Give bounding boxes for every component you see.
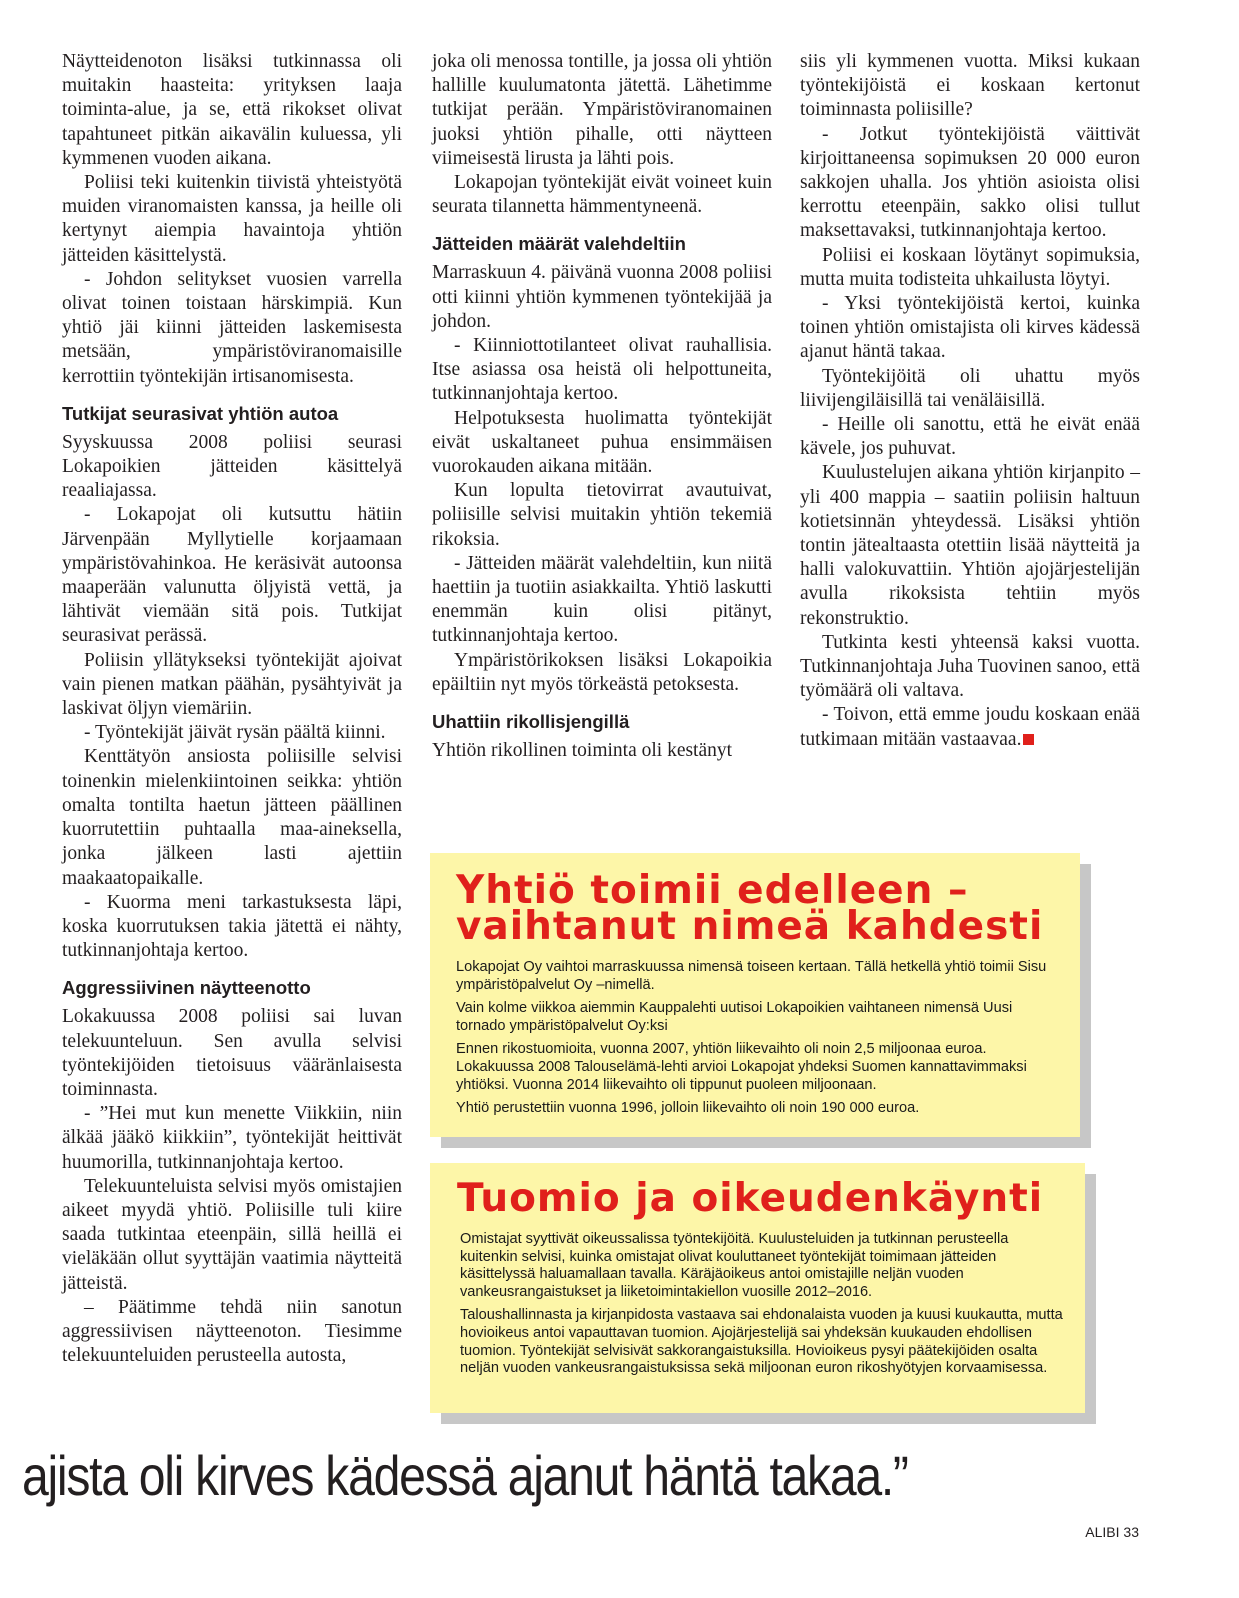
paragraph: Kuulustelujen aikana yhtiön kirjanpito – yli 400 mappia – saatiin poliisin haltuun kotietsinnän yhteydessä. Lisäksi yhtiön tontin jätealtaasta otettiin lisää näytteitä ja halli valokuvattiin. Yhtiön ajojärjestelijän avulla rikoksista tehtiin myös rekonstruktio. (800, 462, 1140, 629)
subheading: Tutkijat seurasivat yhtiön autoa (62, 402, 339, 424)
factbox-body (430, 945, 1080, 1118)
paragraph: Kun lopulta tietovirrat avautuivat, poliisille selvisi muitakin yhtiön tekemiä rikoksia. (432, 480, 772, 550)
pull-quote: ajista oli kirves kädessä ajanut häntä takaa.” (22, 1444, 908, 1507)
factbox-paragraph: Ennen rikostuomioita, vuonna 2007, yhtiön liikevaihto oli noin 2,5 miljoonaa euroa. Lokakuussa 2008 Talouselämä-lehti arvioi Lokapojat yhdeksi Suomen kannattavimmaksi yhtiöksi. Vuonna 2014 liikevaihto oli tippunut puoleen miljoonaan. (456, 1041, 1027, 1093)
factbox-paragraph: Taloushallinnasta ja kirjanpidosta vastaava sai ehdonalaista vuoden ja kuusi kuukautta, mutta hovioikeus antoi vapauttavan tuomion. Ajojärjestelijä sai yhdeksän kuukauden ehdollisen tuomion. Työntekijät selvisivät sakkorangaistuksilla. Hovioikeus pysyi päätekijöiden osalta neljän vuoden vankeusrangaistuksissa sekä miljoonan euron rikoshyötyjen korvaamisessa. (460, 1307, 1063, 1377)
paragraph: Näytteidenoton lisäksi tutkinnassa oli muitakin haasteita: yrityksen laaja toiminta-alue, ja se, että rikokset olivat tapahtuneet pitkän aikavälin kuluessa, yli kymmenen vuoden aikana. (62, 51, 402, 169)
factbox-title-line: Yhtiö toimii edelleen – (456, 868, 969, 913)
factbox-paragraph: Lokapojat Oy vaihtoi marraskuussa nimensä toiseen kertaan. Tällä hetkellä yhtiö toimii Sisu ympäristöpalvelut Oy –nimellä. (456, 959, 1047, 993)
paragraph: - ”Hei mut kun menette Viikkiin, niin älkää jääkö kiikkiin”, työntekijät heittivät huumorilla, tutkinnanjohtaja kertoo. (62, 1103, 402, 1173)
paragraph: - Lokapojat oli kutsuttu hätiin Järvenpään Myllytielle korjaamaan ympäristövahinkoa. He keräsivät autoonsa maaperään valunutta öljyistä vettä, ja lähtivät viemään sitä pois. Tutkijat seurasivat perässä. (62, 504, 402, 647)
paragraph: Tutkinta kesti yhteensä kaksi vuotta. Tutkinnanjohtaja Juha Tuovinen sanoo, että työmäärä oli valtava. (800, 631, 1140, 702)
subheading: Jätteiden määrät valehdeltiin (432, 233, 686, 255)
factbox-title (430, 853, 1080, 949)
paragraph: - Työntekijät jäivät rysän päältä kiinni. (84, 722, 386, 744)
subheading: Uhattiin rikollisjengillä (432, 711, 630, 733)
factbox-paragraph: Vain kolme viikkoa aiemmin Kauppalehti uutisoi Lokapoikien vaihtaneen nimensä Uusi tornado ympäristöpalvelut Oy:ksi (456, 1000, 1013, 1034)
paragraph: Ympäristörikoksen lisäksi Lokapoikia epäiltiin nyt myös törkeästä petoksesta. (432, 649, 772, 695)
article-column-3 (800, 50, 1140, 752)
paragraph: Yhtiön rikollinen toiminta oli kestänyt (432, 740, 733, 762)
paragraph: - Heille oli sanottu, että he eivät enää kävele, jos puhuvat. (800, 414, 1140, 460)
paragraph: Lokakuussa 2008 poliisi sai luvan telekuunteluun. Sen avulla selvisi työntekijöiden tietoisuus vääränlaisesta toiminnasta. (62, 1006, 402, 1100)
paragraph: Poliisi teki kuitenkin tiivistä yhteistyötä muiden viranomaisten kanssa, ja heille oli kertynyt aiempia havaintoja yhtiön jätteiden käsittelystä. (62, 172, 402, 266)
paragraph: Telekuunteluista selvisi myös omistajien aikeet myydä yhtiö. Poliisille tuli kiire saada tutkintaa eteenpäin, sillä heillä ei vieläkään ollut syyttäjän vaatimia näytteitä jätteistä. (62, 1175, 402, 1294)
paragraph-text: - Toivon, että emme joudu koskaan enää tutkimaan mitään vastaavaa. (800, 704, 1140, 750)
paragraph: - Kiinniottotilanteet olivat rauhallisia. Itse asiassa osa heistä oli helpottuneita, tutkinnanjohtaja kertoo. (432, 335, 772, 405)
paragraph: Helpotuksesta huolimatta työntekijät eivät uskaltaneet puhua ensimmäisen vuorokauden aikana mitään. (432, 407, 772, 478)
paragraph: Työntekijöitä oli uhattu myös liivijengiläisillä tai venäläisillä. (800, 365, 1140, 411)
paragraph: Poliisin yllätykseksi työntekijät ajoivat vain pienen matkan päähän, pysähtyivät ja laskivat öljyn viemäriin. (62, 649, 402, 720)
article-column-1 (62, 50, 402, 1368)
paragraph: - Kuorma meni tarkastuksesta läpi, koska kuorrutuksen takia jätettä ei nähty, tutkinnanjohtaja kertoo. (62, 891, 402, 962)
factbox-company (430, 853, 1080, 1137)
paragraph: – Päätimme tehdä niin sanotun aggressiivisen näytteenoton. Tiesimme telekuunteluiden perusteella autosta, (62, 1296, 402, 1367)
paragraph: siis yli kymmenen vuotta. Miksi kukaan työntekijöistä ei koskaan kertonut toiminnasta poliisille? (800, 51, 1140, 121)
factbox-title-line: vaihtanut nimeä kahdesti (456, 904, 1044, 949)
paragraph: - Jotkut työntekijöistä väittivät kirjoittaneensa sopimuksen 20 000 euron sakkojen uhalla. Jos yhtiön asioista olisi kerrottu eteenpäin, sakko olisi tullut maksettavaksi, tutkinnanjohtaja kertoo. (800, 123, 1140, 242)
paragraph: Kenttätyön ansiosta poliisille selvisi toinenkin mielenkiintoinen seikka: yhtiön omalta tontilta haetun jätteen päällinen kuorrutettiin puhtaalla maa-aineksella, jonka jälkeen lasti ajettiin maakaatopaikalle. (62, 746, 402, 889)
factbox-paragraph: Yhtiö perustettiin vuonna 1996, jolloin liikevaihto oli noin 190 000 euroa. (456, 1100, 920, 1117)
paragraph: - Yksi työntekijöistä kertoi, kuinka toinen yhtiön omistajista oli kirves kädessä ajanut häntä takaa. (800, 293, 1140, 363)
factbox-body (430, 1217, 1085, 1378)
factbox-verdict (430, 1163, 1085, 1413)
paragraph: Syyskuussa 2008 poliisi seurasi Lokapoikien jätteiden käsittelyä reaaliajassa. (62, 431, 402, 502)
paragraph: - Jätteiden määrät valehdeltiin, kun niitä haettiin ja tuotiin asiakkailta. Yhtiö laskutti enemmän kuin olisi pitänyt, tutkinnanjohtaja kertoo. (432, 552, 772, 647)
factbox-paragraph: Omistajat syyttivät oikeussalissa työntekijöitä. Kuulusteluiden ja tutkinnan perusteella kuitenkin selvisi, kuinka omistajat olivat kouluttaneet työntekijät toimimaan jätteiden käsittelyssä haluamallaan tavalla. Käräjäoikeus antoi omistajille neljän vuoden vankeusrangaistukset ja liiketoimintakiellon vuosille 2012–2016. (460, 1231, 1009, 1300)
subheading: Aggressiivinen näytteenotto (62, 977, 311, 999)
paragraph: - Johdon selitykset vuosien varrella olivat toinen toistaan härskimpiä. Kun yhtiö jäi kiinni jätteiden laskemisesta metsään, ympäristöviranomaisille kerrottiin työntekijän irtisanomisesta. (62, 268, 402, 387)
closing-paragraph (800, 703, 1140, 751)
paragraph: Poliisi ei koskaan löytänyt sopimuksia, mutta muita todisteita uhkailusta löytyi. (800, 244, 1140, 290)
paragraph: Lokapojan työntekijät eivät voineet kuin seurata tilannetta hämmentyneenä. (432, 172, 772, 218)
paragraph: joka oli menossa tontille, ja jossa oli yhtiön hallille kuulumatonta jätettä. Lähetimme tutkijat perään. Ympäristöviranomainen juoksi yhtiön pihalle, otti näytteen viimeisestä lirusta ja lähti pois. (432, 51, 772, 169)
page-folio: ALIBI 33 (1085, 1524, 1139, 1540)
paragraph: Marraskuun 4. päivänä vuonna 2008 poliisi otti kiinni yhtiön kymmenen työntekijää ja johdon. (432, 262, 772, 332)
factbox-title: Tuomio ja oikeudenkäynti (457, 1176, 1044, 1221)
article-column-2 (432, 50, 772, 763)
end-mark-icon (1023, 734, 1034, 745)
